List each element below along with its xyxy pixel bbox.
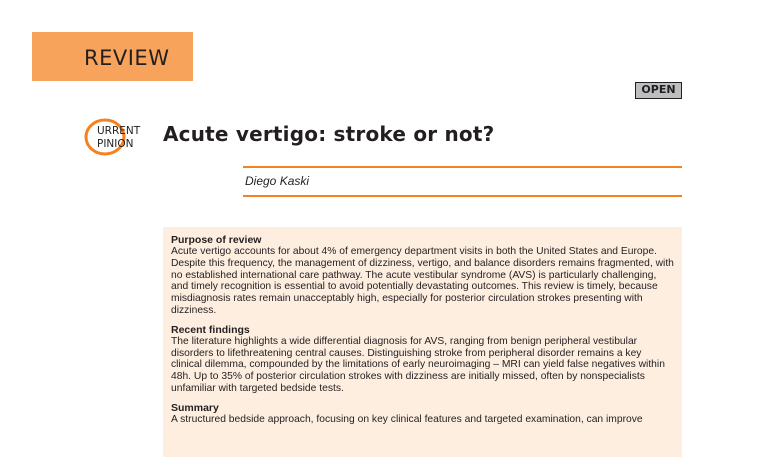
svg-text:PINION: PINION [97, 138, 134, 150]
abstract-text: The literature highlights a wide differential diagnosis for AVS, ranging from benign peripheral vestibular disorders to lifethreatening central causes. Distinguishing stroke from peripheral disorder remains a key clinical dilemma, compounded by the limitations of early neuroimaging – MRI can yield false negatives within 48h. Up to 35% of posterior circulation strokes with dizziness are initially missed, often by nonspecialists unfamiliar with targeted bedside tests. [171, 335, 665, 394]
abstract-heading: Summary [171, 401, 219, 414]
section-label-review: REVIEW [32, 32, 193, 81]
abstract-heading: Purpose of review [171, 234, 262, 246]
title-divider [243, 166, 682, 168]
abstract-text: Acute vertigo accounts for about 4% of emergency department visits in both the United States and Europe. Despite this frequency, the management of dizziness, vertigo, and balance disorders remains fragmented, with no established international care pathway. The acute vestibular syndrome (AVS) is particularly challenging, and timely recognition is essential to avoid potentially devastating outcomes. This review is timely, because misdiagnosis rates remain unacceptably high, especially for posterior circulation strokes presenting with dizziness. [171, 246, 674, 316]
abstract-section-findings [171, 324, 674, 395]
author-name: Diego Kaski [245, 174, 310, 188]
article-title: Acute vertigo: stroke or not? [163, 122, 495, 146]
abstract-section-purpose [171, 234, 674, 317]
abstract-text: A structured bedside approach, focusing on key clinical features and targeted examination, can improve [171, 413, 643, 425]
author-divider [243, 195, 682, 197]
abstract-heading: Recent findings [171, 323, 250, 336]
abstract-box [163, 227, 682, 457]
svg-text:URRENT: URRENT [97, 125, 141, 137]
abstract-section-summary [171, 402, 674, 426]
current-opinion-logo [83, 117, 153, 157]
open-access-badge: OPEN [635, 82, 682, 99]
